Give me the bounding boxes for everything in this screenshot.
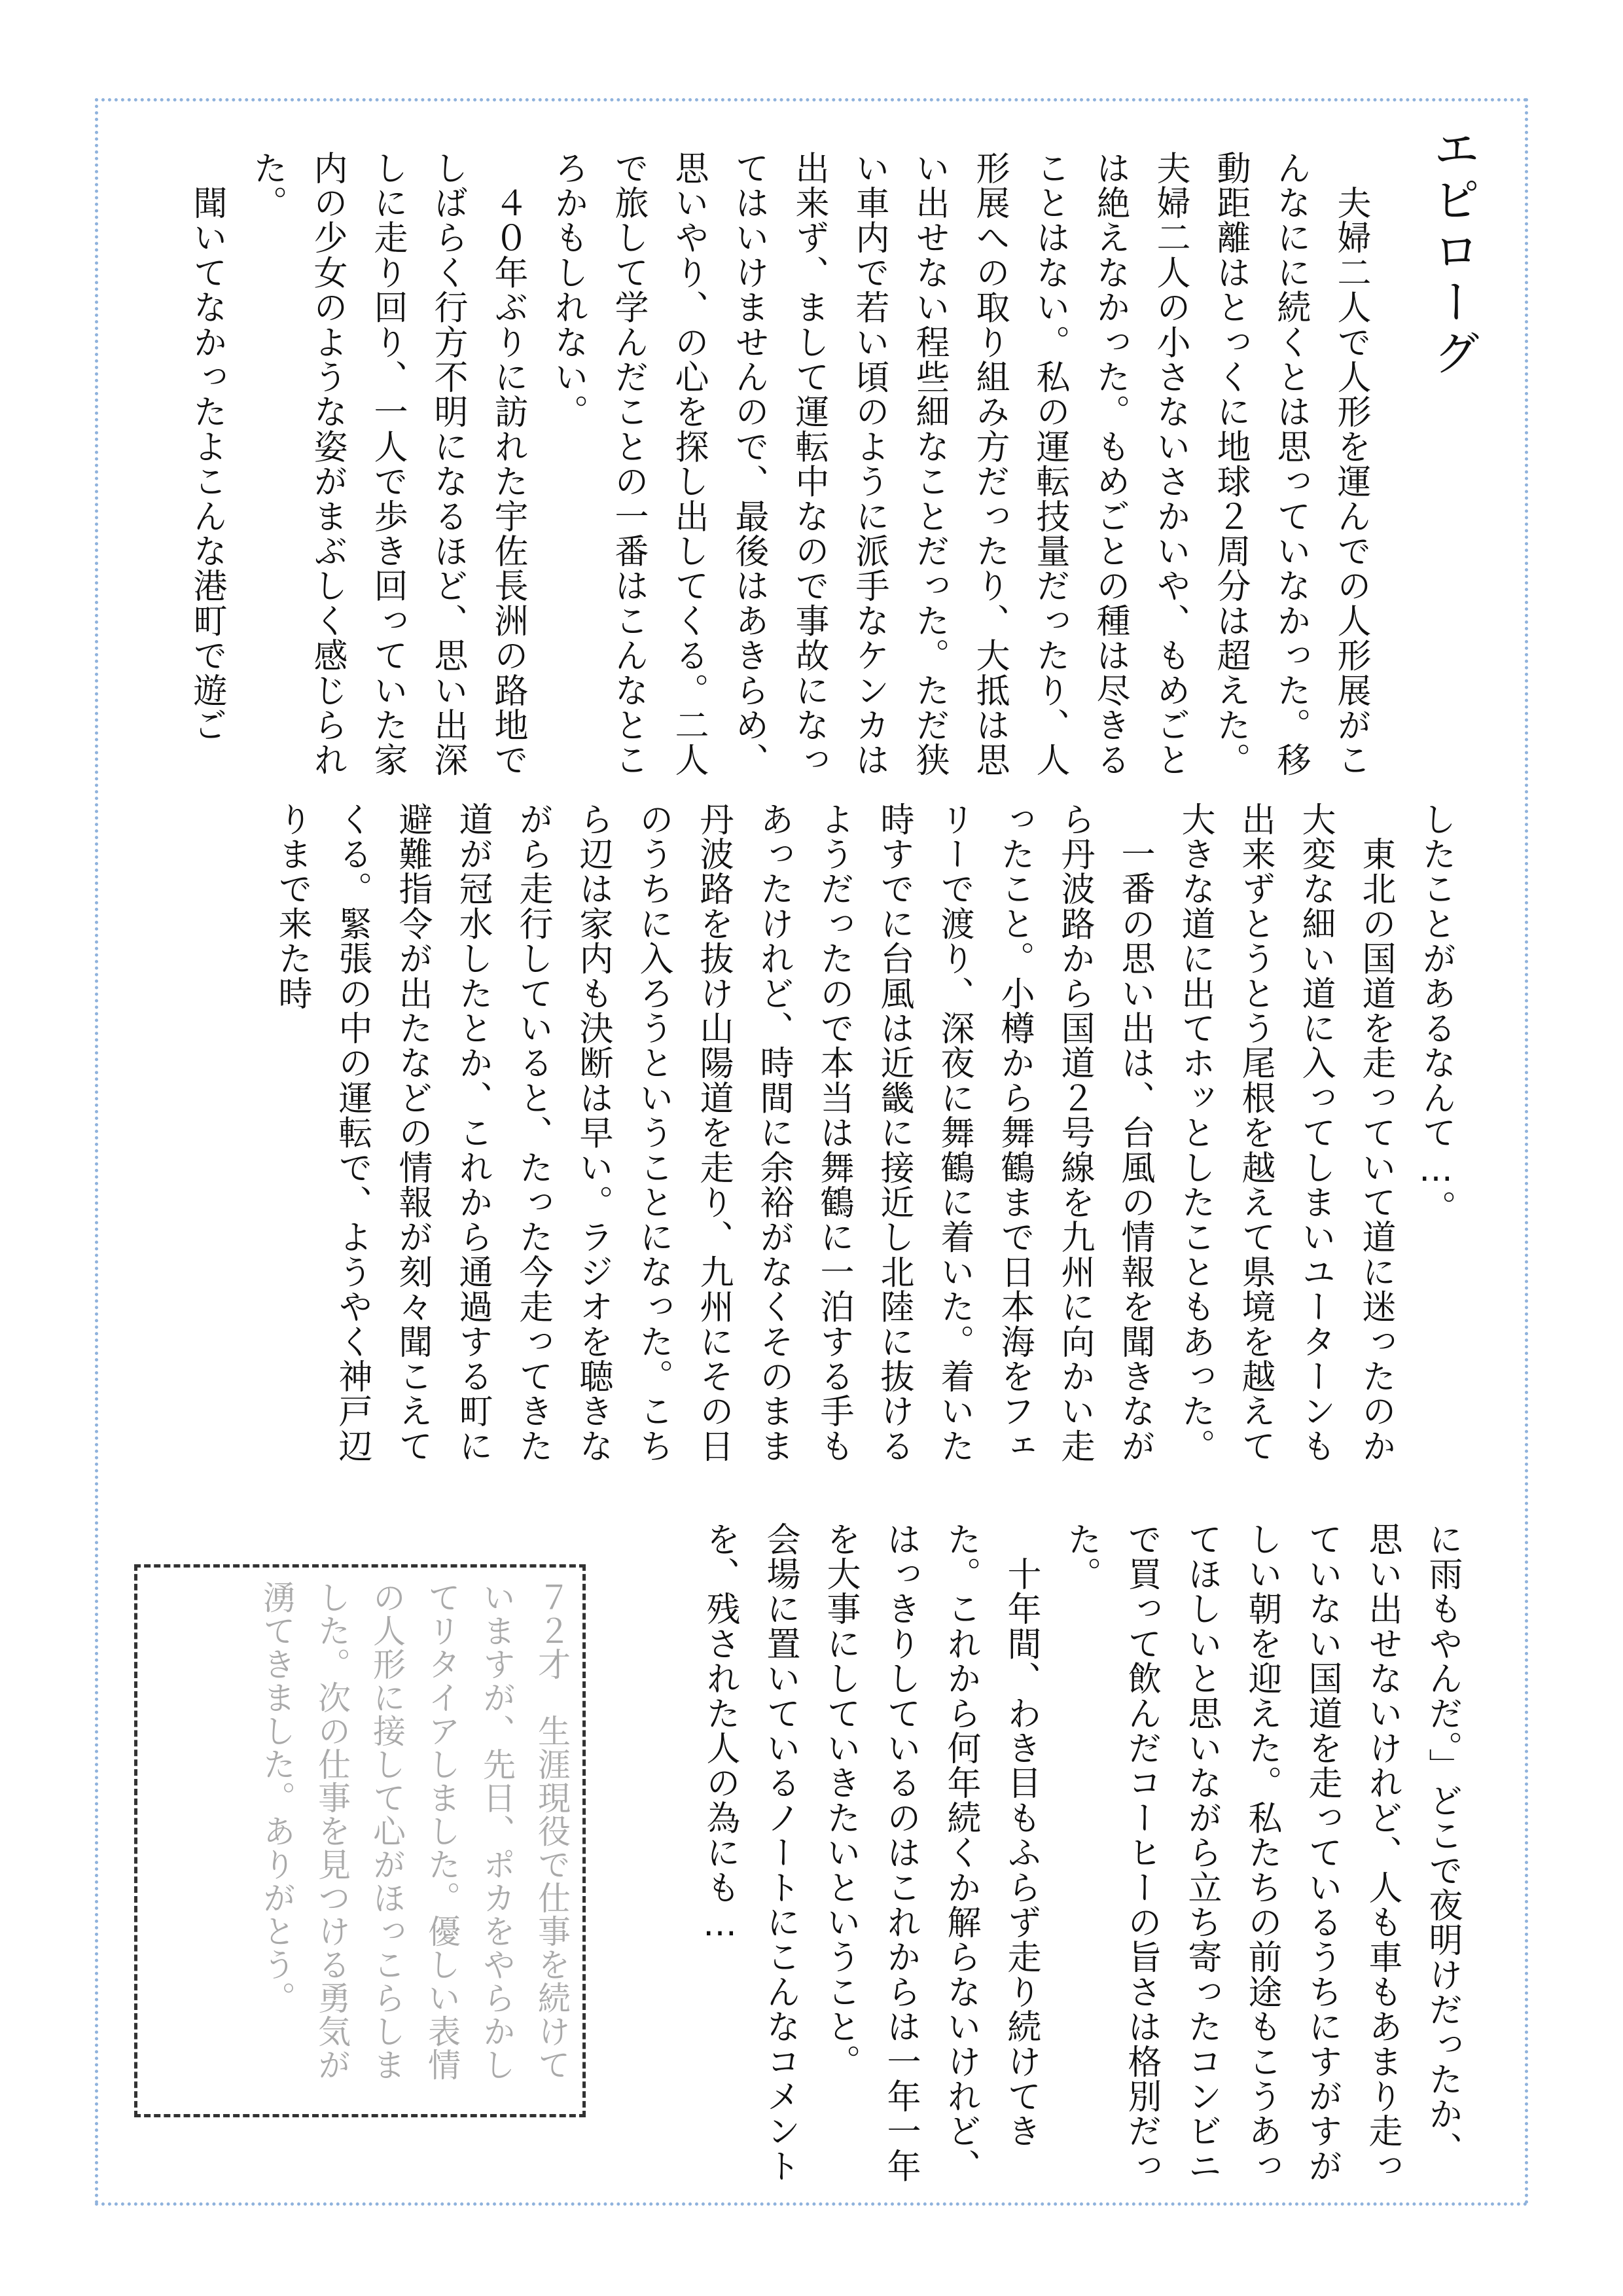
- essay-block-middle: [144, 802, 1466, 1479]
- guestbook-comment-text: ７２才 生涯現役で仕事を続けていますが、先日、ポカをやらかしてリタイアしました。優しい表情の人形に接して心がほっこらしました。次の仕事を見つける勇気が湧てきました。ありがとう。: [258, 1581, 571, 2081]
- essay-text-bottom: に雨もやんだ。」どこで夜明けだったか、思い出せないけれど、人も車もあまり走っていない国道を走っているうちにすがすがしい朝を迎えた。私たちの前途もこうあってほしいと思いながら立ち寄ったコンビニで買って飲んだコーヒーの旨さは格別だった。 十年間、わき目もふらず走り続けてきた。これから何年続くか解らないけれど、はっきりしているのはこれからは一年一年を大事にしていきたいということ。 会場に置いているノートにこんなコメントを、残された人の為にも…: [700, 1522, 1462, 2183]
- essay-text-top: 夫婦二人で人形を運んでの人形展がこんなにに続くとは思っていなかった。移動距離はとっくに地球２周分は超えた。夫婦二人の小さないさかいや、もめごとは絶えなかった。もめごとの種は尽きることはない。私の運転技量だったり、人形展への取り組み方だったり、大抵は思い出せない程些細なことだった。ただ狭い車内で若い頃のように派手なケンカは出来ず、まして運転中なので事故になってはいけませんので、最後はあきらめ、思いやり、の心を探し出してくる。二人で旅して学んだことの一番はこんなところかもしれない。 ４０年ぶりに訪れた宇佐長洲の路地でしばらく行方不明になるほど、思い出深しに走り回り、一人で歩き回っていた家内の少女のような姿がまぶしく感じられた。 聞いてなかったよこんな港町で遊ご: [187, 151, 1370, 778]
- essay-text-middle: したことがあるなんて…。 東北の国道を走っていて道に迷ったのか大変な細い道に入ってしまいユーターンも出来ずとうとう尾根を越えて県境を越えて大きな道に出てホッとしたこともあった。 一番の思い出は、台風の情報を聞きながら丹波路から国道２号線を九州に向かい走ったこと。小樽から舞鶴まで日本海をフェリーで渡り、深夜に舞鶴に着いた。着いた時すでに台風は近畿に接近し北陸に抜けるようだったので本当は舞鶴に一泊する手もあったけれど、時間に余裕がなくそのまま丹波路を抜け山陽道を走り、九州にその日のうちに入ろうということになった。こちら辺は家内も決断は早い。ラジオを聴きながら走行していると、たった今走ってきた道が冠水したとか、これから通過する町に避難指令が出たなどの情報が刻々聞こえてくる。緊張の中の運転で、ようやく神戸辺りまで来た時: [272, 802, 1455, 1463]
- page-title: [1407, 124, 1486, 432]
- essay-block-bottom: [609, 1522, 1472, 2186]
- title-text: エピローグ: [1425, 124, 1480, 380]
- essay-block-top: [111, 151, 1381, 779]
- guestbook-comment: [141, 1581, 579, 2098]
